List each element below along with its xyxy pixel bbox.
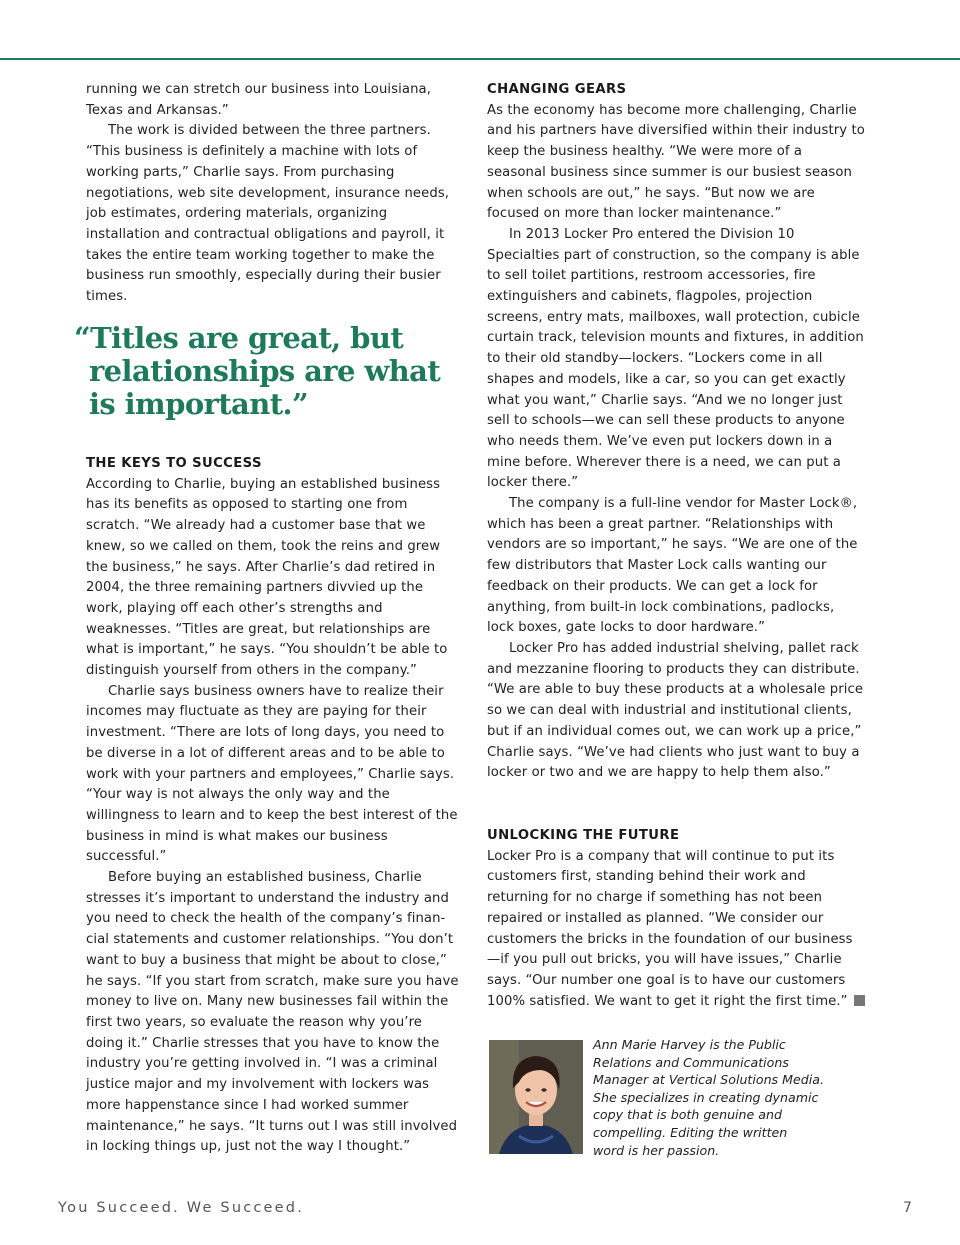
right-column	[487, 80, 865, 784]
pull-quote-line: is important.”	[89, 387, 309, 421]
author-bio-line: Relations and Communications	[593, 1054, 789, 1070]
top-rule	[0, 58, 960, 60]
future-paragraph	[487, 847, 865, 1013]
keys-section	[86, 454, 462, 1158]
author-bio-line: word is her passion.	[593, 1142, 720, 1158]
author-bio-line: She specializes in creating dynamic	[593, 1089, 819, 1105]
work-paragraph: The work is divided between the three partners. “This business is definitely a machine with lots of working parts,” Charlie says. From purchasing negotiations, web site development, insurance needs, job estimates, ordering materials, organizing installation and contractual obligations and payroll, it takes the entire team working together to make the business run smoothly, especially during their busier times.	[86, 123, 450, 305]
keys-paragraph: Before buying an established business, Charlie stresses it’s important to understand the industry and you need to check the health of the company’s finan-cial statements and customer relationships. “You don’t want to buy a business that might be about to close,” he says. “If you start from scratch, make sure you have money to live on. Many new businesses fail within the first two years, so evaluate the reason why you’re doing it.” Charlie stresses that you have to know the industry you’re getting involved in. “I was a criminal justice major and my involvement with lockers was more happenstance since I had worked summer maintenance,” he says. “It turns out I was still involved in locking things up, just not the way I thought.”	[86, 870, 459, 1155]
gears-heading: CHANGING GEARS	[487, 82, 627, 97]
author-bio-line: compelling. Editing the written	[593, 1124, 788, 1140]
gears-paragraph: The company is a full-line vendor for Master Lock®, which has been a great partner. “Relationships with vendors are so important,” he says. “We are one of the few distributors that Master Lock calls wanting our feedback on their products. We can get a lock for anything, from built-in lock combinations, padlocks, lock boxes, gate locks to door hardware.”	[487, 496, 858, 636]
keys-paragraph: According to Charlie, buying an established business has its benefits as opposed to starting one from scratch. “We already had a customer base that we knew, so we called on them, took the reins and grew the business,” he says. After Charlie’s dad retired in 2004, the three remaining partners divvied up the work, playing off each other’s strengths and weaknesses. “Titles are great, but relationships are what is important,” he says. “You shouldn’t be able to distinguish yourself from others in the company.”	[86, 476, 448, 679]
future-section	[487, 826, 865, 1012]
gears-paragraph: As the economy has become more challenging, Charlie and his partners have diversified within their industry to keep the business healthy. “We were more of a seasonal business since summer is our busiest season when schools are out,” he says. “But now we are focused on more than locker maintenance.”	[487, 102, 865, 222]
author-bio-line: copy that is both genuine and	[593, 1107, 782, 1123]
intro-line: Texas and Arkansas.”	[86, 102, 229, 118]
pull-quote	[74, 322, 474, 421]
pull-quote-line: relationships are what	[89, 354, 441, 388]
intro-text	[86, 80, 462, 121]
gears-paragraph: Locker Pro has added industrial shelving, pallet rack and mezzanine flooring to products they can distribute. “We are able to buy these products at a wholesale price so we can deal with industrial and institutional clients, but if an individual comes out, we can work up a price,” Charlie says. “We’ve had clients who just want to buy a locker or two and we are happy to help them also.”	[487, 640, 864, 781]
keys-heading: THE KEYS TO SUCCESS	[86, 456, 262, 471]
end-mark-icon	[854, 995, 865, 1006]
future-paragraph-text: Locker Pro is a company that will continue to put its customers first, standing behind their work and returning for no charge if something has not been repaired or installed as planned. “We consider our customers the bricks in the foundation of our business—if you pull out bricks, you will have issues,” Charlie says. “Our number one goal is to have our customers 100% satisfied. We want to get it right the first time.”	[487, 848, 853, 1009]
footer-tagline: You Succeed. We Succeed.	[58, 1200, 305, 1216]
author-photo	[489, 1040, 583, 1154]
author-bio	[593, 1036, 833, 1159]
intro-line: running we can stretch our business into Louisiana,	[86, 82, 432, 97]
future-heading: UNLOCKING THE FUTURE	[487, 828, 680, 843]
page-number: 7	[903, 1200, 912, 1216]
author-portrait-icon	[489, 1040, 583, 1154]
pull-quote-line: “Titles are great, but	[74, 321, 404, 355]
keys-paragraph: Charlie says business owners have to realize their incomes may fluctuate as they are paying for their investment. “There are lots of long days, you need to be diverse in a lot of different areas and to be able to work with your partners and employees,” Charlie says. “Your way is not always the only way and the willingness to learn and to keep the best interest of the business in mind is what makes our business successful.”	[86, 683, 458, 865]
author-bio-line: Ann Marie Harvey is the Public	[593, 1037, 786, 1052]
left-column	[86, 80, 462, 308]
gears-paragraph: In 2013 Locker Pro entered the Division 10 Specialties part of construction, so the company is able to sell toilet partitions, restroom accessories, fire extinguishers and cabinets, flagpoles, projection screens, entry mats, mailboxes, wall protection, cubicle curtain track, television mounts and fixtures, in addition to their old standby—lockers. “Lockers come in all shapes and models, like a car, so you can get exactly what you want,” Charlie says. “And we no longer just sell to schools—we can sell these products to anyone who needs them. We’ve even put lockers down in a mine before. Wherever there is a need, we can put a locker there.”	[487, 226, 864, 491]
author-bio-line: Manager at Vertical Solutions Media.	[593, 1072, 824, 1088]
